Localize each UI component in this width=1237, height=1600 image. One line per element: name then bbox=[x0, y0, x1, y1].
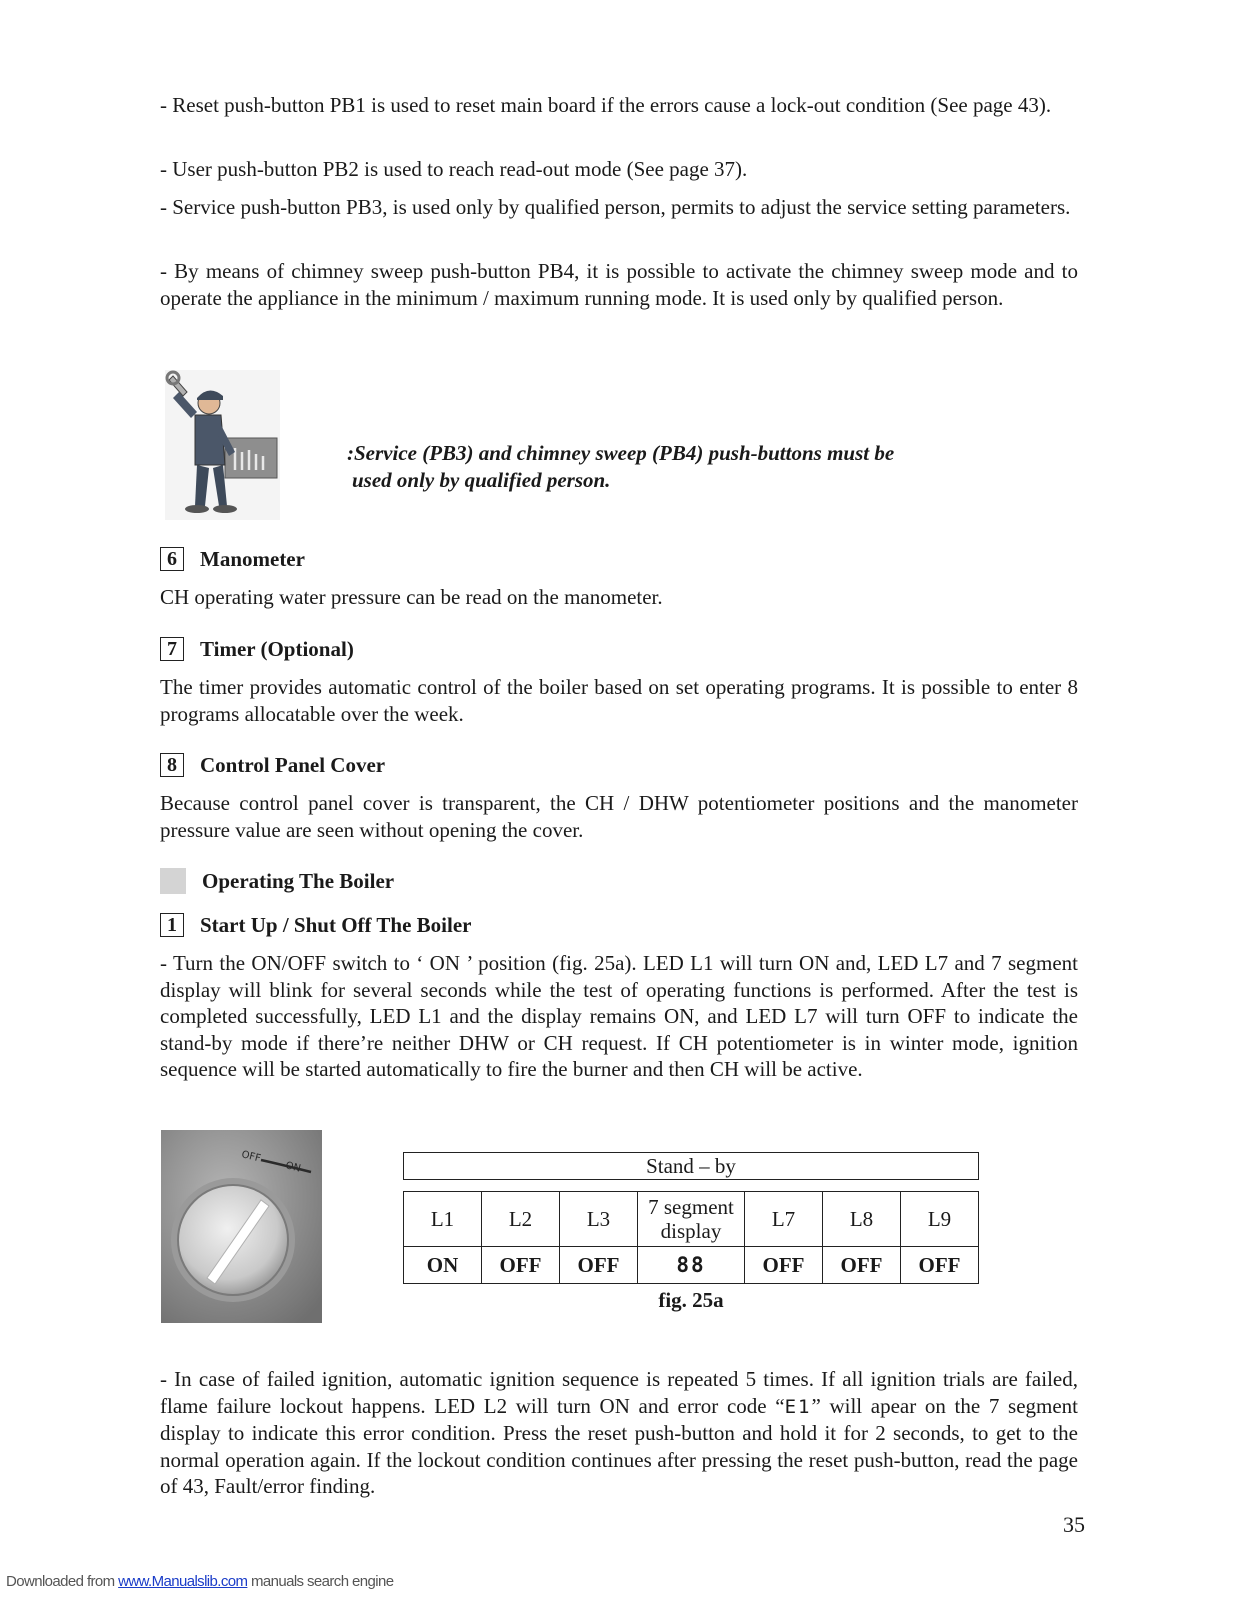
pb3-paragraph: - Service push-button PB3, is used only by qualified person, permits to adjust the service setting parameters. bbox=[160, 195, 1071, 219]
header-cell: L7 bbox=[745, 1192, 823, 1247]
value-cell: OFF bbox=[901, 1247, 979, 1284]
pb1-paragraph: - Reset push-button PB1 is used to reset main board if the errors cause a lock-out condition (See page 43). bbox=[160, 93, 1052, 117]
section-marker-box bbox=[160, 868, 186, 894]
warning-note bbox=[347, 440, 987, 494]
header-cell: 7 segment display bbox=[638, 1192, 745, 1247]
led-status-table bbox=[403, 1191, 979, 1284]
value-cell: OFF bbox=[482, 1247, 560, 1284]
timer-heading bbox=[160, 636, 354, 662]
switch-off-label: OFF bbox=[240, 1149, 262, 1165]
startup-text: - Turn the ON/OFF switch to ‘ ON ’ position (fig. 25a). LED L1 will turn ON and, LED L7 and 7 segment display will blink for several seconds while the test of operating functions is performed. After the test is completed successfully, LED L1 and the display remains ON, and LED L7 will turn OFF to indicate the stand-by mode if there’re neither DHW or CH request. If CH potentiometer is in winter mode, ignition sequence will be started automatically to fire the burner and then CH will be active. bbox=[160, 951, 1078, 1081]
section-number-box: 8 bbox=[160, 753, 184, 777]
footer-suffix: manuals search engine bbox=[247, 1573, 394, 1590]
on-off-switch-photo bbox=[161, 1130, 322, 1323]
operating-heading bbox=[160, 868, 394, 894]
table-value-row bbox=[404, 1247, 979, 1284]
failed-text-2: ” will apear on the 7 segment display to indicate this error condition. Press the reset push-button and hold it for 2 seconds, to get to the normal operation again. If the lockout condition continues after pressing the reset push-button, read the page of 43, Fault/error finding. bbox=[160, 1393, 1079, 1498]
cover-title: Control Panel Cover bbox=[200, 752, 386, 777]
download-footer bbox=[6, 1573, 393, 1590]
section-number-box: 6 bbox=[160, 547, 184, 571]
page-number: 35 bbox=[1063, 1512, 1085, 1537]
header-cell: L8 bbox=[823, 1192, 901, 1247]
cover-heading bbox=[160, 752, 385, 778]
pb4-paragraph: - By means of chimney sweep push-button PB4, it is possible to activate the chimney sweep mode and to operate the appliance in the minimum / maximum running mode. It is used only by qualified person. bbox=[160, 259, 1078, 310]
switch-on-label: ON bbox=[284, 1160, 302, 1175]
section-number-box: 1 bbox=[160, 913, 184, 937]
header-cell: L1 bbox=[404, 1192, 482, 1247]
manualslib-link[interactable]: www.Manualslib.com bbox=[118, 1573, 248, 1590]
header-cell: L9 bbox=[901, 1192, 979, 1247]
failed-ignition-paragraph bbox=[160, 1366, 1078, 1500]
header-cell: L2 bbox=[482, 1192, 560, 1247]
startup-title: Start Up / Shut Off The Boiler bbox=[200, 912, 472, 937]
value-cell: ON bbox=[404, 1247, 482, 1284]
header-cell: L3 bbox=[560, 1192, 638, 1247]
pb2-paragraph: - User push-button PB2 is used to reach read-out mode (See page 37). bbox=[160, 157, 748, 181]
value-cell: OFF bbox=[823, 1247, 901, 1284]
footer-prefix: Downloaded from bbox=[6, 1573, 119, 1590]
operating-title: Operating The Boiler bbox=[202, 868, 395, 893]
section-number-box: 7 bbox=[160, 637, 184, 661]
standby-table-title: Stand – by bbox=[403, 1152, 979, 1180]
figure-caption: fig. 25a bbox=[658, 1288, 724, 1312]
warning-line-2: used only by qualified person. bbox=[352, 468, 611, 492]
timer-text: The timer provides automatic control of the boiler based on set operating programs. It is possible to enter 8 programs allocatable over the week. bbox=[160, 675, 1078, 726]
value-cell: OFF bbox=[745, 1247, 823, 1284]
manometer-title: Manometer bbox=[200, 546, 305, 571]
timer-title: Timer (Optional) bbox=[200, 636, 354, 661]
warning-line-1: :Service (PB3) and chimney sweep (PB4) push-buttons must be bbox=[347, 441, 895, 465]
mechanic-illustration bbox=[165, 370, 280, 520]
failed-text-1: - In case of failed ignition, automatic ignition sequence is repeated 5 times. If all ignition trials are failed, flame failure lockout happens. LED L2 will turn ON and error code “ bbox=[160, 1367, 1078, 1418]
seven-segment-value: 88 bbox=[638, 1247, 745, 1284]
cover-text: Because control panel cover is transparent, the CH / DHW potentiometer positions and the manometer pressure value are seen without opening the cover. bbox=[160, 791, 1078, 842]
table-header-row bbox=[404, 1192, 979, 1247]
value-cell: OFF bbox=[560, 1247, 638, 1284]
manometer-text: CH operating water pressure can be read on the manometer. bbox=[160, 585, 663, 609]
manometer-heading bbox=[160, 546, 305, 572]
error-code: E1 bbox=[784, 1395, 812, 1418]
switch-knob-illustration bbox=[161, 1130, 322, 1323]
startup-heading bbox=[160, 912, 471, 938]
